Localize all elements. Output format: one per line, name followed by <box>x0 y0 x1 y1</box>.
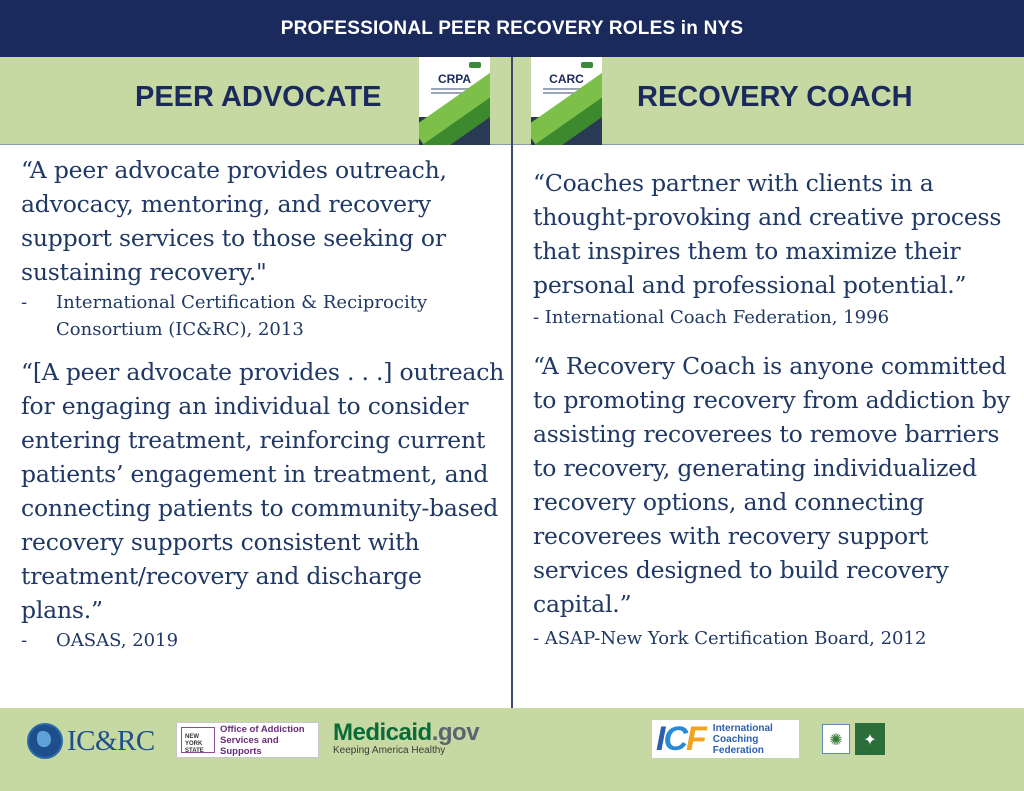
crpa-cover-image <box>419 57 490 145</box>
peer-advocate-quote-2: “[A peer advocate provides . . .] outreach for engaging an individual to consider entering treatment, reinforcing current patients’ engagement in treatment, and connecting patients to community-based recovery supports consistent with treatment/recovery and discharge plans.” <box>21 358 505 624</box>
recovery-coach-heading: RECOVERY COACH <box>637 81 913 113</box>
citation-dash: - <box>21 292 28 313</box>
asap-ny-logos <box>822 720 885 758</box>
recovery-coach-quote-1: “Coaches partner with clients in a thought-provoking and creative process that inspires them to maximize their personal and professional potential.” <box>533 169 1002 299</box>
recovery-coach-quote-2: “A Recovery Coach is anyone committed to promoting recovery from addiction by assisting recoverees to remove barriers to recovery, generating individualized recovery options, and connecting recoverees with recovery support services designed to build recovery capital.” <box>533 352 1010 618</box>
oasas-logo-text: Office of Addiction Services and Supports <box>220 723 305 757</box>
cover-logo-icon <box>469 62 481 68</box>
peer-advocate-citation-2 <box>21 627 505 654</box>
citation-text: OASAS, 2019 <box>56 630 179 651</box>
peer-advocate-quote-1: “A peer advocate provides outreach, advocacy, mentoring, and recovery support services to those seeking or sustaining recovery." <box>21 156 447 286</box>
medicaid-logo <box>333 719 478 763</box>
peer-advocate-column <box>21 153 505 654</box>
medicaid-tagline: Keeping America Healthy <box>333 745 446 756</box>
icf-logo <box>652 720 799 758</box>
cover-logo-icon <box>581 62 593 68</box>
recovery-coach-citation-2: - ASAP-New York Certification Board, 2012 <box>533 628 927 649</box>
column-divider <box>511 57 513 791</box>
medicaid-logo-text: Medicaid.gov <box>333 719 480 746</box>
carc-cover-code: CARC <box>549 72 584 86</box>
icrc-logo <box>27 721 167 761</box>
top-title-bar <box>0 0 1024 57</box>
asap-star-icon: ✺ <box>822 724 850 754</box>
recovery-coach-citation-1: - International Coach Federation, 1996 <box>533 307 890 328</box>
globe-icon <box>27 723 63 759</box>
peer-advocate-heading: PEER ADVOCATE <box>135 81 382 113</box>
peer-advocate-citation-1 <box>21 289 505 343</box>
icf-mark: ICF <box>656 719 705 758</box>
crpa-cover-code: CRPA <box>437 72 472 86</box>
icrc-logo-text: IC&RC <box>67 724 155 757</box>
recovery-coach-column <box>533 166 1019 652</box>
oasas-logo <box>176 722 319 758</box>
icf-logo-text: International Coaching Federation <box>712 722 773 756</box>
page-title: PROFESSIONAL PEER RECOVERY ROLES in NYS <box>280 17 744 39</box>
new-york-state-icon: NEW YORK STATE <box>181 727 215 753</box>
citation-text: International Certification & Reciprocity Consortium (IC&RC), 2013 <box>56 292 428 340</box>
citation-dash: - <box>21 630 28 651</box>
carc-cover-image <box>531 57 602 145</box>
certification-seal-icon: ✦ <box>855 723 885 755</box>
